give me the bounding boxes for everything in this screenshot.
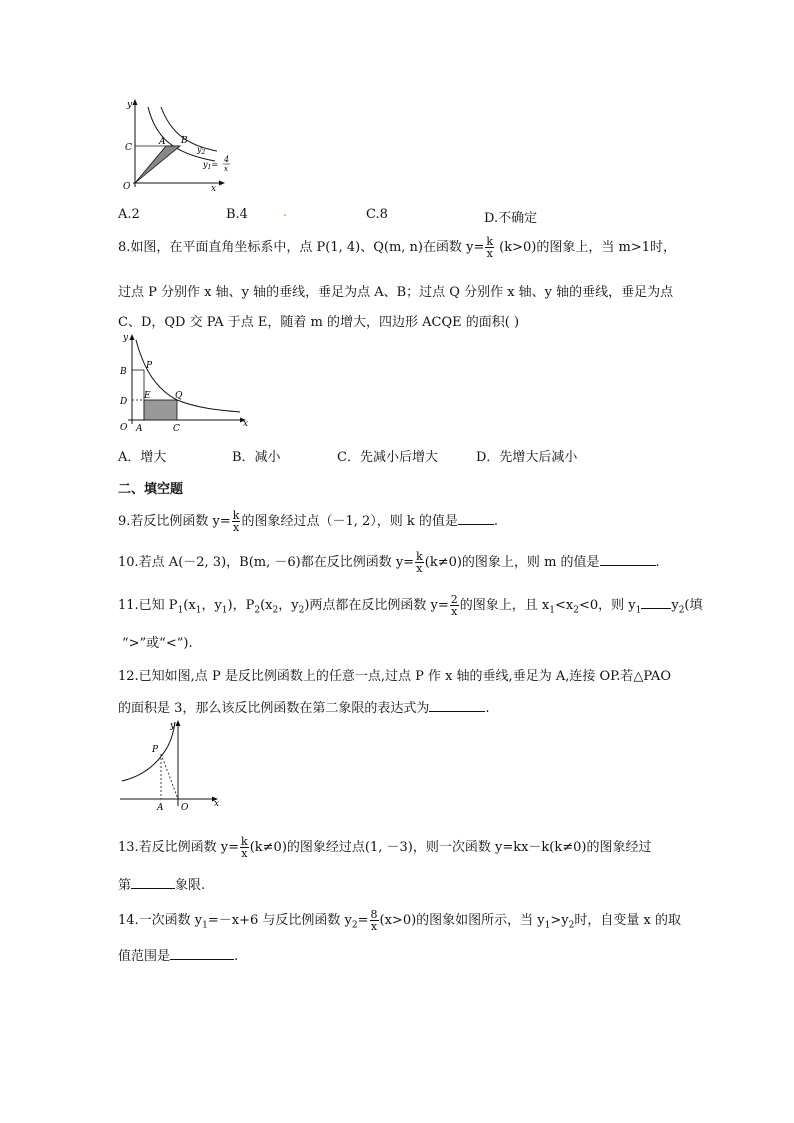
figure-q12-graph — [118, 716, 226, 811]
q10-text-end: . — [655, 555, 660, 570]
q13-line-1 — [118, 836, 652, 859]
q11-p1-coord: (x — [183, 598, 196, 613]
q14-line-2 — [118, 945, 238, 964]
q14-y1-sub: 1 — [202, 920, 208, 931]
q9-text-pre: 9.若反比例函数 y= — [118, 514, 231, 529]
fig12-y-label: y — [170, 721, 176, 731]
fig8-point-a: A — [136, 424, 143, 434]
q13-frac-den: x — [241, 847, 248, 860]
q8-line-2: 过点 P 分别作 x 轴、y 轴的垂线，垂足为点 A、B；过点 Q 分别作 x 轴、y 轴的垂线，垂足为点 — [118, 285, 674, 300]
curve-inverse — [122, 722, 175, 781]
q13-text-post: (k≠0)的图象经过点(1, －3)，则一次函数 y=kx－k(k≠0)的图象经过 — [249, 840, 652, 855]
q10-answer-blank[interactable] — [600, 553, 656, 566]
fig7-y1-frac-den: x — [224, 165, 228, 173]
q11-p1-mid: ，y — [201, 598, 222, 613]
shaded-triangle-oab — [135, 146, 180, 183]
q10-frac-num: k — [416, 550, 423, 563]
q7-option-b[interactable]: B.4 — [226, 207, 248, 222]
shaded-rect-acqe — [144, 400, 177, 420]
fig7-point-c: C — [125, 143, 132, 153]
q8-option-d[interactable]: D．先增大后减小 — [476, 450, 578, 465]
fig7-y-label: y — [127, 100, 133, 110]
fig8-point-d: D — [120, 397, 128, 407]
fig7-point-b: B — [181, 136, 188, 146]
q8-frac-num: k — [486, 235, 494, 248]
line-po — [161, 754, 178, 799]
q7-option-c[interactable]: C.8 — [366, 207, 388, 222]
fig12-x-label: x — [214, 799, 220, 809]
q14-line-1 — [118, 909, 681, 932]
q11-p2-end: )两点都在反比例函数 y= — [304, 598, 449, 613]
q11-ry2-pre: y — [671, 598, 679, 613]
figure-q8-graph — [112, 332, 257, 434]
q14-frac-den: x — [370, 920, 378, 933]
q11-pre: 11.已知 P — [118, 598, 178, 613]
q8-option-c[interactable]: C．先减小后增大 — [337, 450, 438, 465]
q11-frac-den: x — [451, 605, 458, 618]
q14-c-mid: >y — [550, 913, 569, 928]
q14-post: (x>0)的图象如图所示，当 y — [379, 913, 545, 928]
q11-line-2: “>”或“<”). — [122, 636, 193, 651]
q11-cond-b: <x — [554, 598, 574, 613]
q8-fraction — [485, 236, 494, 259]
fig7-point-a: A — [159, 137, 166, 147]
q14-c-end: 时，自变量 x 的取 — [574, 913, 681, 928]
figure-q7-graph — [115, 95, 245, 195]
q11-fraction — [450, 594, 459, 617]
fig12-point-p: P — [152, 745, 159, 755]
q11-cond-c: <0，则 y — [578, 598, 636, 613]
x-axis-arrow — [219, 181, 225, 186]
q8-line-3: C、D，QD 交 PA 于点 E，随着 m 的增大，四边形 ACQE 的面积( ) — [118, 315, 520, 330]
fig8-point-c: C — [173, 424, 180, 434]
q13-answer-blank[interactable] — [131, 876, 175, 889]
q10-frac-den: x — [416, 562, 423, 575]
fig7-y1-label: $y_1=$ — [203, 160, 219, 171]
q8-option-a[interactable]: A．增大 — [118, 450, 167, 465]
q13-frac-num: k — [241, 835, 248, 848]
fig8-origin-label: O — [120, 423, 128, 433]
q14-c2-sub: 2 — [568, 920, 575, 931]
q14-mid: =－x+6 与反比例函数 y — [207, 913, 352, 928]
q10-line — [118, 551, 660, 574]
fig7-x-label: x — [211, 184, 217, 194]
fig7-y2-label: $y_2$ — [197, 145, 206, 156]
y-axis-arrow — [133, 99, 138, 105]
q12-line-2 — [118, 697, 490, 716]
q7-stray-dot: . — [283, 205, 288, 220]
q14-line-2-text: 值范围是 — [118, 949, 171, 964]
q9-frac-num: k — [232, 509, 240, 522]
q8-line-1 — [118, 236, 676, 259]
q13-line-2-pre: 第 — [118, 878, 132, 893]
q11-y1-sub: 1 — [221, 605, 228, 616]
q11-x1-sub: 1 — [195, 605, 202, 616]
section-title-fill-in: 二、填空题 — [118, 482, 184, 497]
q14-pre: 14.一次函数 y — [118, 913, 203, 928]
q14-eq: = — [357, 913, 369, 928]
q9-text-post: 的图象经过点（－1, 2），则 k 的值是 — [241, 514, 458, 529]
q9-line — [118, 510, 498, 533]
q11-ry2-sub: 2 — [678, 605, 685, 616]
y-axis-arrow — [176, 720, 181, 726]
y-axis-arrow — [130, 334, 135, 340]
fig8-point-e: E — [144, 391, 151, 401]
q11-p1-sub: 1 — [177, 605, 184, 616]
q9-fraction — [232, 510, 241, 533]
q12-line-2-text: 的面积是 3，那么该反比例函数在第二象限的表达式为 — [118, 701, 430, 716]
q14-fraction — [370, 909, 379, 932]
q11-p1-end: )，P — [227, 598, 255, 613]
q11-p2-mid: ，y — [278, 598, 299, 613]
q9-frac-den: x — [233, 521, 240, 534]
q11-p2-coord: (x — [260, 598, 273, 613]
q14-answer-blank[interactable] — [170, 947, 234, 960]
q13-line-2 — [118, 874, 205, 893]
fig12-point-a: A — [157, 803, 164, 811]
q8-option-b[interactable]: B．减小 — [232, 450, 281, 465]
q11-cx1-sub: 1 — [549, 605, 555, 616]
q11-x2-sub: 2 — [272, 605, 279, 616]
q12-answer-blank[interactable] — [429, 699, 485, 712]
q11-y2-sub: 2 — [298, 605, 305, 616]
q7-option-d[interactable]: D.不确定 — [484, 211, 538, 226]
fig8-point-p: P — [146, 361, 153, 371]
q14-y2-sub: 2 — [351, 920, 358, 931]
q7-option-a[interactable]: A.2 — [118, 207, 140, 222]
fig8-point-q: Q — [175, 391, 183, 401]
q12-line-1: 12.已知如图,点 P 是反比例函数上的任意一点,过点 P 作 x 轴的垂线,垂足为 A,连接 OP.若△PAO — [118, 669, 671, 684]
q10-fraction — [415, 551, 424, 574]
q14-frac-num: 8 — [370, 908, 378, 921]
q9-answer-blank[interactable] — [458, 512, 494, 525]
q10-text-pre: 10.若点 A(－2, 3)，B(m, －6)都在反比例函数 y= — [118, 555, 415, 570]
q14-c1-sub: 1 — [544, 920, 551, 931]
q9-text-end: . — [493, 514, 499, 529]
q11-ry1-sub: 1 — [635, 605, 642, 616]
q10-text-post: (k≠0)的图象上，则 m 的值是 — [424, 555, 600, 570]
q13-text-pre: 13.若反比例函数 y= — [118, 840, 240, 855]
q14-text-end: . — [234, 949, 239, 964]
fig7-origin-label: O — [123, 182, 131, 192]
q11-p2-sub: 2 — [254, 605, 261, 616]
fig7-y1-frac-num: 4 — [224, 155, 230, 164]
fig12-origin-label: O — [181, 803, 189, 811]
q8-line-1-part-b: (k>0)的图象上，当 m>1时， — [495, 240, 676, 255]
q8-line-1-part-a: 8.如图，在平面直角坐标系中，点 P(1, 4)、Q(m, n)在函数 y= — [118, 240, 485, 255]
fig8-x-label: x — [243, 419, 249, 429]
curve-y2 — [161, 107, 217, 151]
q11-line-1 — [118, 594, 703, 617]
q11-cond-d: (填 — [684, 598, 703, 613]
q12-text-end: . — [485, 701, 490, 716]
q11-answer-blank[interactable] — [641, 596, 671, 609]
q13-line-2-post: 象限. — [175, 878, 206, 893]
fig8-y-label: y — [123, 333, 129, 343]
fig8-point-b: B — [120, 367, 127, 377]
q13-fraction — [240, 836, 249, 859]
q11-cond-a: 的图象上，且 x — [459, 598, 550, 613]
q11-frac-num: 2 — [450, 593, 458, 606]
q11-cx2-sub: 2 — [573, 605, 579, 616]
q8-frac-den: x — [486, 247, 493, 260]
